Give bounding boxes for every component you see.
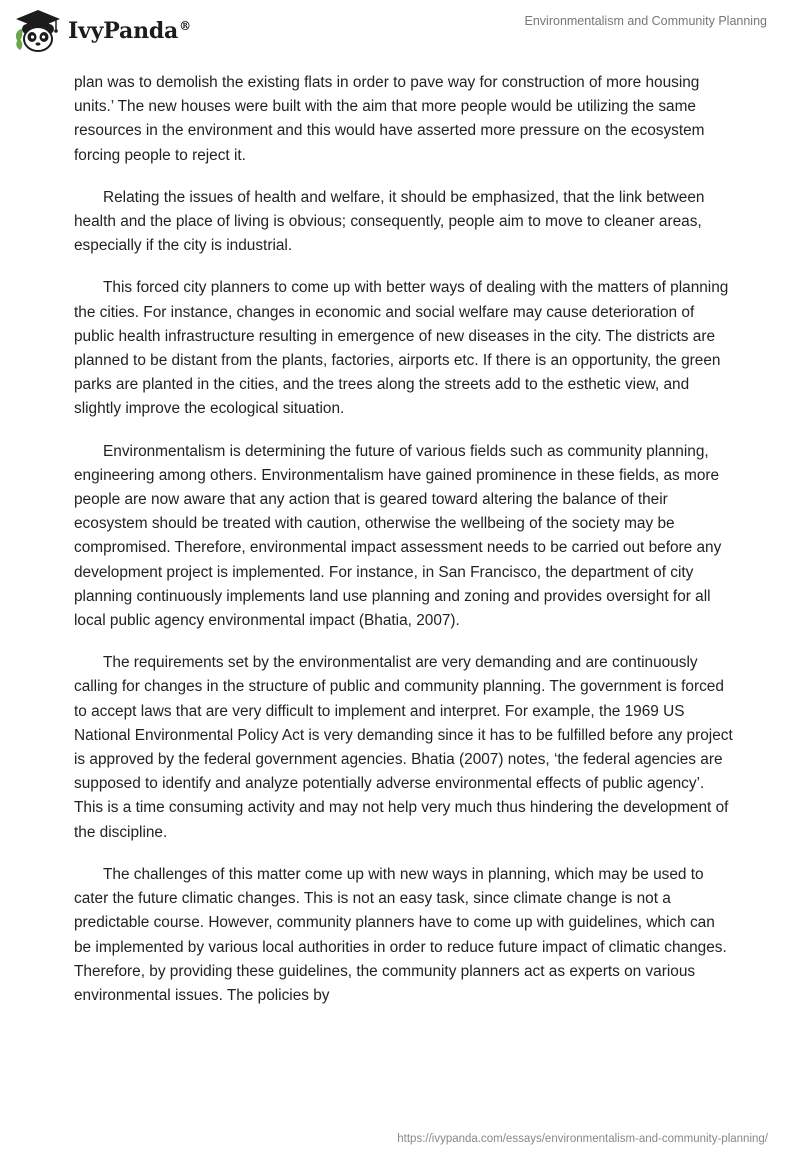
panda-graduate-icon: [14, 8, 62, 54]
paragraph: Environmentalism is determining the future of various fields such as community planning, engineering among others. Environmentalism have gained prominence in these fields, as more people are now aware that any action that is geared toward altering the balance of their ecosystem should be treated with caution, otherwise the wellbeing of the society may be compromised. Therefore, environmental impact assessment needs to be carried out before any development project is implemented. For instance, in San Francisco, the department of city planning continuously implements land use planning and zoning and provides oversight for all local public agency environmental impact (Bhatia, 2007).: [74, 442, 722, 630]
ivypanda-logo[interactable]: [14, 8, 191, 54]
paragraph: Relating the issues of health and welfare, it should be emphasized, that the link between health and the place of living is obvious; consequently, people aim to move to cleaner areas, especially if the city is industrial.: [74, 188, 705, 255]
paragraph: The requirements set by the environmentalist are very demanding and are continuously calling for changes in the structure of public and community planning. The government is forced to accept laws that are very difficult to implement and interpret. For example, the 1969 US National Environmental Policy Act is very demanding since it has to be fulfilled before any project is approved by the federal government agencies. Bhatia (2007) notes, ‘the federal agencies are supposed to identify and analyze potentially adverse environmental effects of public agency’. This is a time consuming activity and may not help very much thus hindering the development of the discipline.: [74, 654, 733, 841]
document-title: Environmentalism and Community Planning: [524, 14, 767, 28]
brand-name: IvyPanda®: [68, 18, 191, 44]
paragraph: This forced city planners to come up with better ways of dealing with the matters of planning the cities. For instance, changes in economic and social welfare may cause deterioration of public health infrastructure resulting in emergence of new diseases in the city. The districts are planned to be distant from the plants, factories, airports etc. If there is an opportunity, the green parks are planted in the cities, and the trees along the streets add to the esthetic view, and slightly improve the ecological situation.: [74, 279, 729, 418]
essay-body: [74, 71, 734, 1026]
paragraph: The challenges of this matter come up with new ways in planning, which may be used to cater the future climatic changes. This is not an easy task, since climate change is not a predictable course. However, community planners have to come up with guidelines, which can be implemented by various local authorities in order to reduce future impact of climatic changes. Therefore, by providing these guidelines, the community planners act as experts on various environmental issues. The policies by: [74, 865, 727, 1004]
paragraph-continued: plan was to demolish the existing flats in order to pave way for construction of more housing units.’ The new houses were built with the aim that more people would be utilizing the same resources in the environment and this would have asserted more pressure on the ecosystem forcing people to reject it.: [74, 74, 705, 164]
source-url[interactable]: https://ivypanda.com/essays/environmentalism-and-community-planning/: [397, 1133, 768, 1145]
page-header: [0, 0, 800, 64]
